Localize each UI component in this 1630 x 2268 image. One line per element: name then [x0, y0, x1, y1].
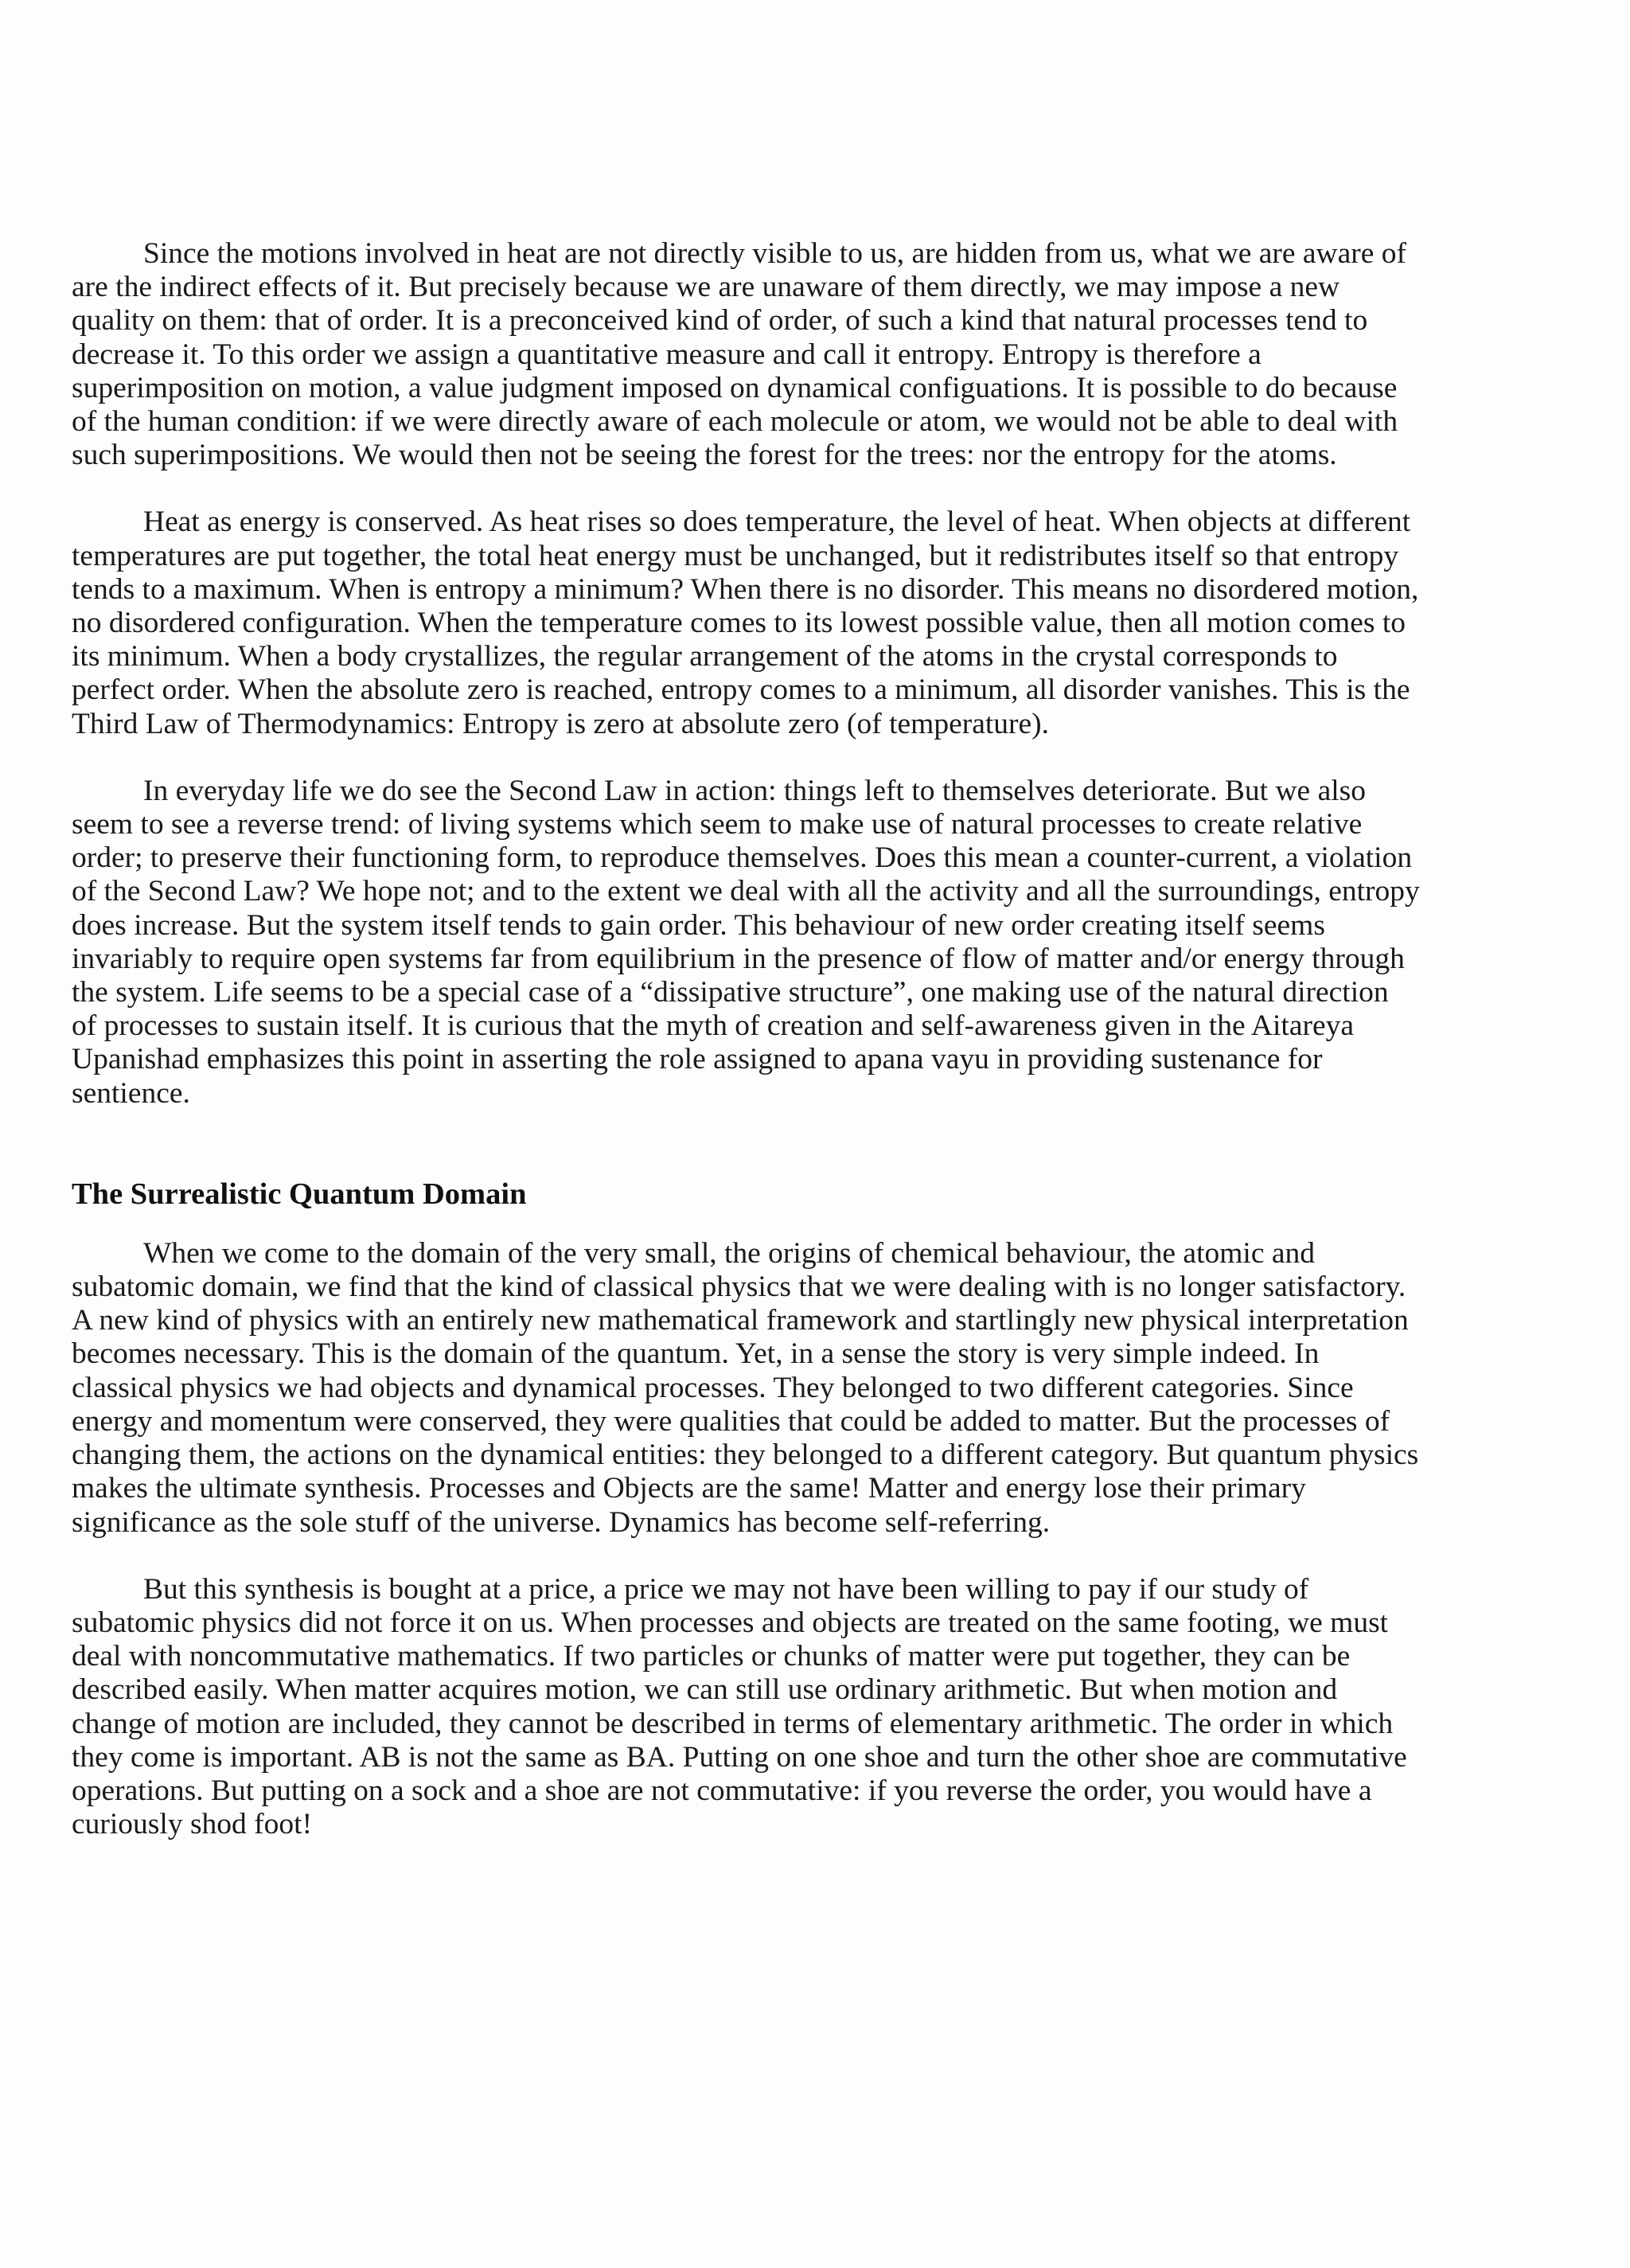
paragraph-second-law-life: In everyday life we do see the Second Law in action: things left to themselves deteriorate. But we also seem to see a reverse trend: of living systems which seem to make use of natural processes to create relative order; to preserve their functioning form, to reproduce themselves. Does this mean a counter-current, a violation of the Second Law? We hope not; and to the extent we deal with all the activity and all the surroundings, entropy does increase. But the system itself tends to gain order. This behaviour of new order creating itself seems invariably to require open systems far from equilibrium in the presence of flow of matter and/or energy through the system. Life seems to be a special case of a “dissipative structure”, one making use of the natural direction of processes to sustain itself. It is curious that the myth of creation and self-awareness given in the Aitareya Upanishad emphasizes this point in asserting the role assigned to apana vayu in providing sustenance for sentience. — [72, 774, 1420, 1110]
paragraph-quantum-domain: When we come to the domain of the very small, the origins of chemical behaviour, the atomic and subatomic domain, we find that the kind of classical physics that we were dealing with is no longer satisfactory. A new kind of physics with an entirely new mathematical framework and startlingly new physical interpretation becomes necessary. This is the domain of the quantum. Yet, in a sense the story is very simple indeed. In classical physics we had objects and dynamical processes. They belonged to two different categories. Since energy and momentum were conserved, they were qualities that could be added to matter. But the processes of changing them, the actions on the dynamical entities: they belonged to a different category. But quantum physics makes the ultimate synthesis. Processes and Objects are the same! Matter and energy lose their primary significance as the sole stuff of the universe. Dynamics has become self-referring. — [72, 1236, 1419, 1539]
paragraph-third-law: Heat as energy is conserved. As heat rises so does temperature, the level of heat. When objects at different temperatures are put together, the total heat energy must be unchanged, but it redistributes itself so that entropy tends to a maximum. When is entropy a minimum? When there is no disorder. This means no disordered motion, no disordered configuration. When the temperature comes to its lowest possible value, then all motion comes to its minimum. When a body crystallizes, the regular arrangement of the atoms in the crystal corresponds to perfect order. When the absolute zero is reached, entropy comes to a minimum, all disorder vanishes. This is the Third Law of Thermodynamics: Entropy is zero at absolute zero (of temperature). — [72, 506, 1419, 740]
paragraph-entropy-order: Since the motions involved in heat are not directly visible to us, are hidden from us, what we are aware of are the indirect effects of it. But precisely because we are unaware of them directly, we may impose a new quality on them: that of order. It is a preconceived kind of order, of such a kind that natural processes tend to decrease it. To this order we assign a quantitative measure and call it entropy. Entropy is therefore a superimposition on motion, a value judgment imposed on dynamical configuations. It is possible to do because of the human condition: if we were directly aware of each molecule or atom, we would not be able to deal with such superimpositions. We would then not be seeing the forest for the trees: nor the entropy for the atoms. — [72, 237, 1407, 472]
body-text — [72, 237, 1421, 1841]
section-heading: The Surrealistic Quantum Domain — [72, 1177, 527, 1211]
paragraph-noncommutative: But this synthesis is bought at a price, a price we may not have been willing to pay if our study of subatomic physics did not force it on us. When processes and objects are treated on the same footing, we must deal with noncommutative mathematics. If two particles or chunks of matter were put together, they can be described easily. When matter acquires motion, we can still use ordinary arithmetic. But when motion and change of motion are included, they cannot be described in terms of elementary arithmetic. The order in which they come is important. AB is not the same as BA. Putting on one shoe and turn the other shoe are commutative operations. But putting on a sock and a shoe are not commutative: if you reverse the order, you would have a curiously shod foot! — [72, 1572, 1407, 1841]
